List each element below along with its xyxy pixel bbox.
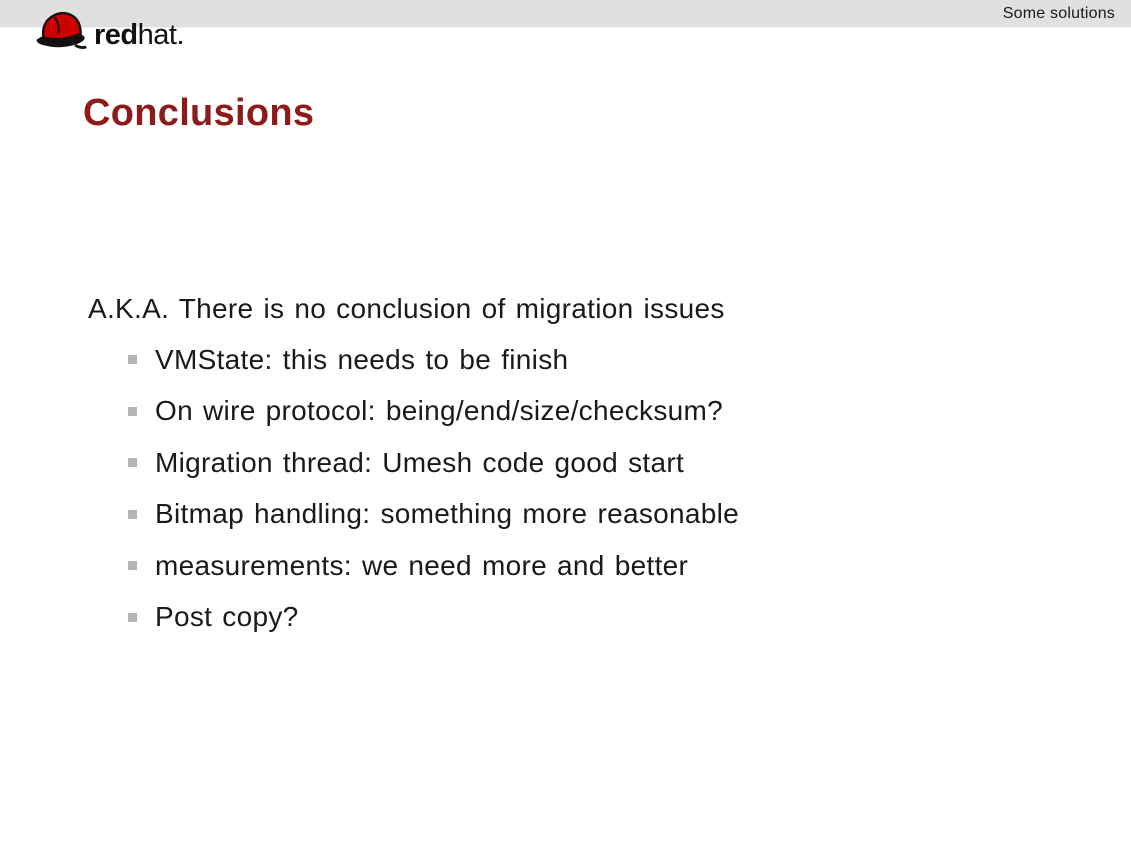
redhat-logo [34,11,184,53]
list-item [128,437,1048,489]
square-bullet-icon [128,407,137,416]
list-item-text: measurements: we need more and better [155,549,689,581]
list-item-text: Migration thread: Umesh code good start [155,446,685,478]
square-bullet-icon [128,355,137,364]
page-title: Conclusions [83,92,315,134]
wordmark-red: red [94,19,138,51]
list-item-text: On wire protocol: being/end/size/checksum? [155,395,723,427]
list-item [128,540,1048,592]
redhat-wordmark [94,21,184,50]
intro-text: A.K.A. There is no conclusion of migration issues [88,292,725,324]
list-item [128,592,1048,644]
list-item-text: Bitmap handling: something more reasonable [155,498,740,530]
square-bullet-icon [128,510,137,519]
section-label: Some solutions [1002,5,1115,22]
list-item [128,489,1048,541]
bullet-list [88,334,1048,643]
redhat-fedora-icon [34,11,90,53]
wordmark-hat: hat. [137,19,185,51]
list-item-text: VMState: this needs to be finish [155,343,569,375]
slide-body [88,283,1048,643]
list-item-text: Post copy? [155,601,299,633]
square-bullet-icon [128,613,137,622]
list-item [128,386,1048,438]
square-bullet-icon [128,561,137,570]
square-bullet-icon [128,458,137,467]
list-item [128,334,1048,386]
